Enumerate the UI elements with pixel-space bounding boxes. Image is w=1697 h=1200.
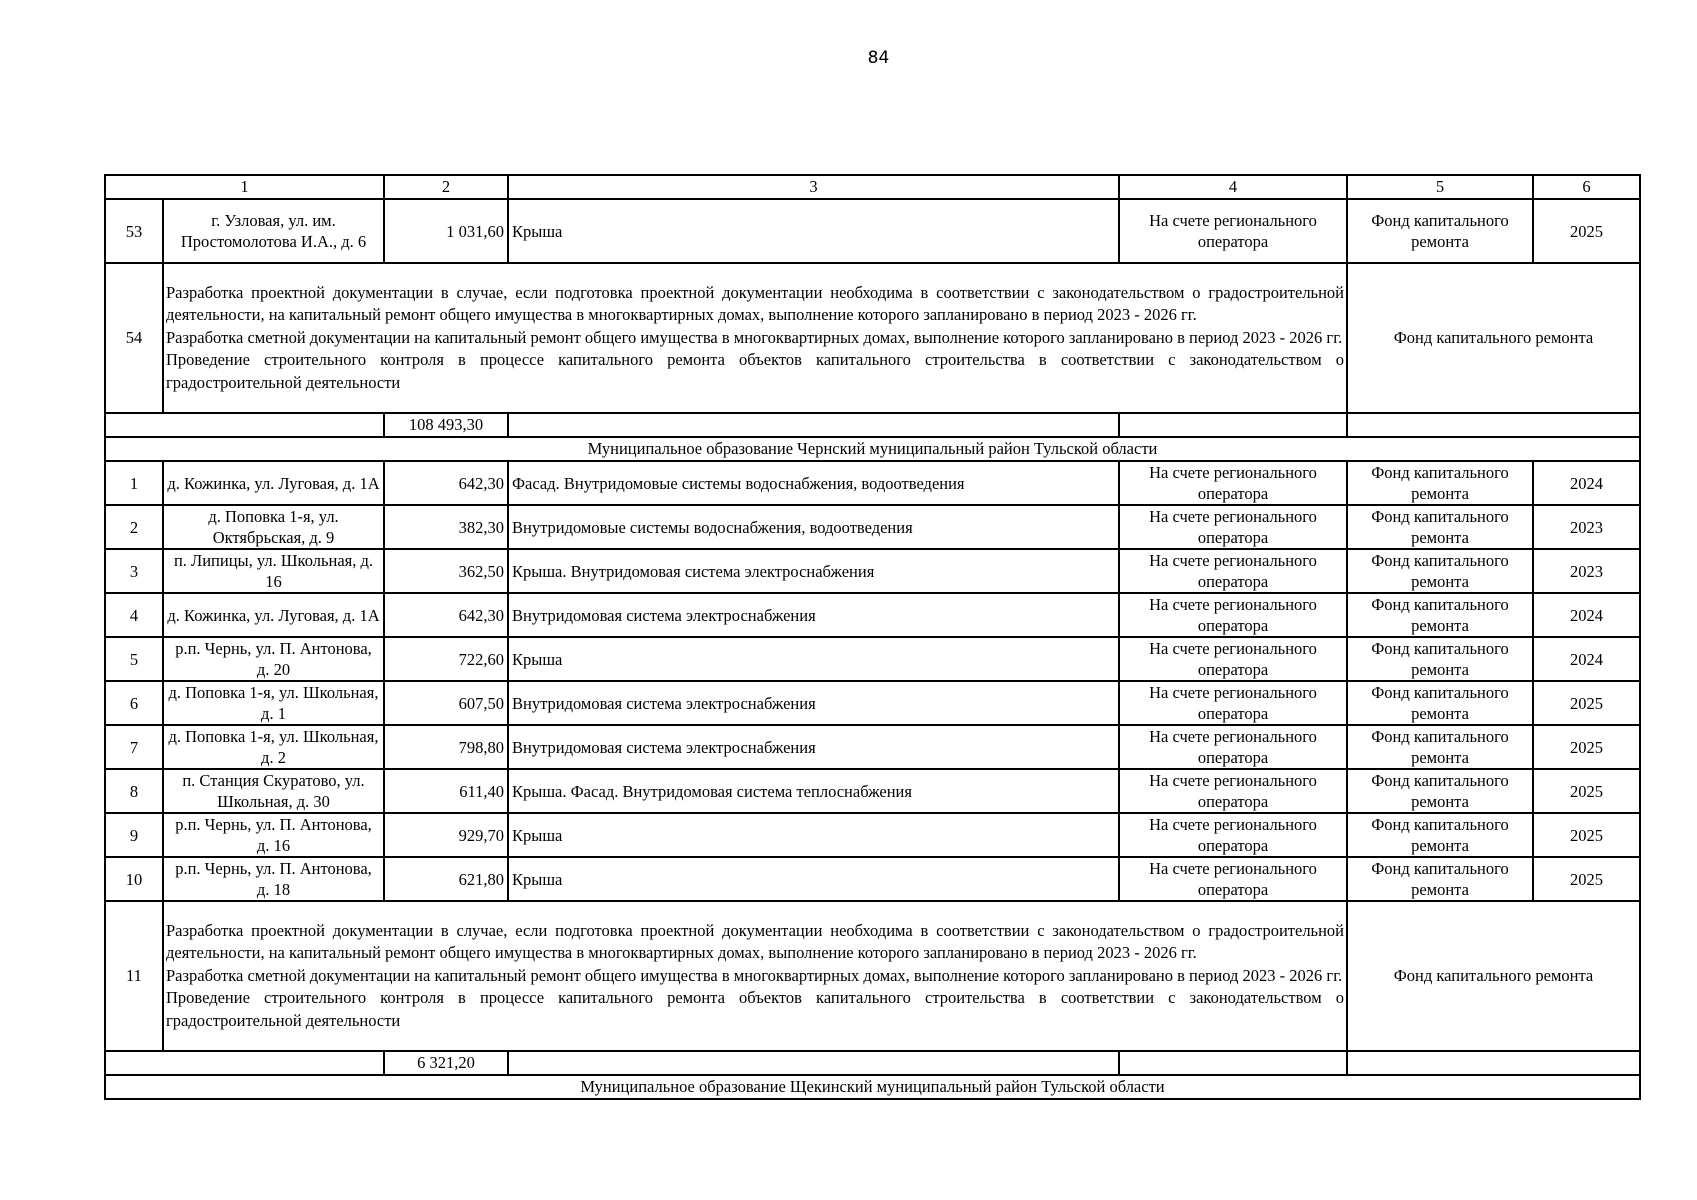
address-cell: д. Кожинка, ул. Луговая, д. 1А — [163, 461, 384, 505]
row-number: 4 — [105, 593, 163, 637]
row-number: 53 — [105, 199, 163, 263]
table-row — [105, 725, 1640, 769]
documentation-text-1: Разработка проектной документации в случае, если подготовка проектной документации необходима в соответствии с законодательством о градостроительной деятельности, на капитальный ремонт общего имущества в многоквартирных домах, выполнение которого запланировано в период 2023 - 2026 гг. — [166, 920, 1344, 963]
works-cell: Внутридомовые системы водоснабжения, водоотведения — [508, 505, 1119, 549]
documentation-text-2: Разработка сметной документации на капитальный ремонт общего имущества в многоквартирных домах, выполнение которого запланировано в период 2023 - 2026 гг. — [166, 327, 1343, 347]
header-col-2: 2 — [384, 175, 508, 199]
works-cell: Фасад. Внутридомовые системы водоснабжения, водоотведения — [508, 461, 1119, 505]
row-number: 1 — [105, 461, 163, 505]
works-cell: Крыша — [508, 199, 1119, 263]
area-cell: 929,70 — [384, 813, 508, 857]
table-row — [105, 681, 1640, 725]
works-cell: Крыша. Внутридомовая система электроснабжения — [508, 549, 1119, 593]
total-row — [105, 1051, 1640, 1075]
address-cell: г. Узловая, ул. им. Простомолотова И.А., д. 6 — [163, 199, 384, 263]
year-cell: 2024 — [1533, 461, 1640, 505]
table-row — [105, 813, 1640, 857]
total-value: 108 493,30 — [384, 413, 508, 437]
address-cell: п. Станция Скуратово, ул. Школьная, д. 30 — [163, 769, 384, 813]
address-cell: д. Кожинка, ул. Луговая, д. 1А — [163, 593, 384, 637]
table-row — [105, 549, 1640, 593]
area-cell: 798,80 — [384, 725, 508, 769]
table-row — [105, 769, 1640, 813]
row-number: 7 — [105, 725, 163, 769]
area-cell: 621,80 — [384, 857, 508, 901]
total-value: 6 321,20 — [384, 1051, 508, 1075]
address-cell: р.п. Чернь, ул. П. Антонова, д. 18 — [163, 857, 384, 901]
account-cell: На счете регионального оператора — [1119, 461, 1347, 505]
row-number: 3 — [105, 549, 163, 593]
area-cell: 642,30 — [384, 593, 508, 637]
empty-cell — [1347, 1051, 1640, 1075]
year-cell: 2025 — [1533, 199, 1640, 263]
source-cell: Фонд капитального ремонта — [1347, 901, 1640, 1051]
account-cell: На счете регионального оператора — [1119, 549, 1347, 593]
account-cell: На счете регионального оператора — [1119, 199, 1347, 263]
address-cell: п. Липицы, ул. Школьная, д. 16 — [163, 549, 384, 593]
address-cell: д. Поповка 1-я, ул. Школьная, д. 1 — [163, 681, 384, 725]
municipality-rows — [105, 461, 1640, 901]
year-cell: 2025 — [1533, 725, 1640, 769]
municipality-row — [105, 1075, 1640, 1099]
documentation-text-3: Проведение строительного контроля в процессе капитального ремонта объектов капитального строительства в соответствии с законодательством о градостроительной деятельности — [166, 350, 1344, 392]
account-cell: На счете регионального оператора — [1119, 681, 1347, 725]
year-cell: 2023 — [1533, 505, 1640, 549]
header-row — [105, 175, 1640, 199]
works-cell: Внутридомовая система электроснабжения — [508, 681, 1119, 725]
capital-repair-table — [104, 174, 1641, 1100]
table-row-documentation — [105, 901, 1640, 1051]
empty-cell — [1119, 1051, 1347, 1075]
source-cell: Фонд капитального ремонта — [1347, 263, 1640, 413]
year-cell: 2025 — [1533, 681, 1640, 725]
table-row — [105, 637, 1640, 681]
header-col-5: 5 — [1347, 175, 1533, 199]
address-cell: д. Поповка 1-я, ул. Школьная, д. 2 — [163, 725, 384, 769]
documentation-text-1: Разработка проектной документации в случае, если подготовка проектной документации необходима в соответствии с законодательством о градостроительной деятельности, на капитальный ремонт общего имущества в многоквартирных домах, выполнение которого запланировано в период 2023 - 2026 гг. — [166, 282, 1344, 325]
row-number: 54 — [105, 263, 163, 413]
documentation-text — [163, 263, 1347, 413]
area-cell: 382,30 — [384, 505, 508, 549]
source-cell: Фонд капитального ремонта — [1347, 637, 1533, 681]
year-cell: 2024 — [1533, 637, 1640, 681]
row-number: 10 — [105, 857, 163, 901]
source-cell: Фонд капитального ремонта — [1347, 549, 1533, 593]
address-cell: р.п. Чернь, ул. П. Антонова, д. 20 — [163, 637, 384, 681]
table-row — [105, 505, 1640, 549]
works-cell: Крыша. Фасад. Внутридомовая система теплоснабжения — [508, 769, 1119, 813]
account-cell: На счете регионального оператора — [1119, 857, 1347, 901]
header-col-4: 4 — [1119, 175, 1347, 199]
year-cell: 2023 — [1533, 549, 1640, 593]
address-cell: д. Поповка 1-я, ул. Октябрьская, д. 9 — [163, 505, 384, 549]
header-col-3: 3 — [508, 175, 1119, 199]
documentation-text — [163, 901, 1347, 1051]
municipality-title: Муниципальное образование Щекинский муниципальный район Тульской области — [105, 1075, 1640, 1099]
source-cell: Фонд капитального ремонта — [1347, 681, 1533, 725]
empty-cell — [1347, 413, 1640, 437]
year-cell: 2025 — [1533, 857, 1640, 901]
documentation-text-2: Разработка сметной документации на капитальный ремонт общего имущества в многоквартирных домах, выполнение которого запланировано в период 2023 - 2026 гг. — [166, 965, 1343, 985]
table-row — [105, 199, 1640, 263]
row-number: 9 — [105, 813, 163, 857]
area-cell: 611,40 — [384, 769, 508, 813]
empty-cell — [508, 413, 1119, 437]
total-label-cell — [105, 413, 384, 437]
total-row — [105, 413, 1640, 437]
account-cell: На счете регионального оператора — [1119, 505, 1347, 549]
empty-cell — [508, 1051, 1119, 1075]
works-cell: Внутридомовая система электроснабжения — [508, 593, 1119, 637]
year-cell: 2024 — [1533, 593, 1640, 637]
table-row — [105, 857, 1640, 901]
empty-cell — [1119, 413, 1347, 437]
source-cell: Фонд капитального ремонта — [1347, 857, 1533, 901]
municipality-row — [105, 437, 1640, 461]
account-cell: На счете регионального оператора — [1119, 593, 1347, 637]
municipality-title: Муниципальное образование Чернский муниципальный район Тульской области — [105, 437, 1640, 461]
area-cell: 1 031,60 — [384, 199, 508, 263]
source-cell: Фонд капитального ремонта — [1347, 199, 1533, 263]
account-cell: На счете регионального оператора — [1119, 725, 1347, 769]
total-label-cell — [105, 1051, 384, 1075]
source-cell: Фонд капитального ремонта — [1347, 505, 1533, 549]
works-cell: Крыша — [508, 637, 1119, 681]
account-cell: На счете регионального оператора — [1119, 637, 1347, 681]
row-number: 11 — [105, 901, 163, 1051]
year-cell: 2025 — [1533, 813, 1640, 857]
source-cell: Фонд капитального ремонта — [1347, 769, 1533, 813]
documentation-text-3: Проведение строительного контроля в процессе капитального ремонта объектов капитального строительства в соответствии с законодательством о градостроительной деятельности — [166, 988, 1344, 1030]
year-cell: 2025 — [1533, 769, 1640, 813]
row-number: 8 — [105, 769, 163, 813]
account-cell: На счете регионального оператора — [1119, 769, 1347, 813]
area-cell: 607,50 — [384, 681, 508, 725]
header-col-1: 1 — [105, 175, 384, 199]
source-cell: Фонд капитального ремонта — [1347, 813, 1533, 857]
table-row-documentation — [105, 263, 1640, 413]
page-number: 84 — [867, 48, 890, 68]
works-cell: Внутридомовая система электроснабжения — [508, 725, 1119, 769]
header-col-6: 6 — [1533, 175, 1640, 199]
area-cell: 642,30 — [384, 461, 508, 505]
area-cell: 362,50 — [384, 549, 508, 593]
table-row — [105, 461, 1640, 505]
source-cell: Фонд капитального ремонта — [1347, 461, 1533, 505]
account-cell: На счете регионального оператора — [1119, 813, 1347, 857]
source-cell: Фонд капитального ремонта — [1347, 725, 1533, 769]
address-cell: р.п. Чернь, ул. П. Антонова, д. 16 — [163, 813, 384, 857]
source-cell: Фонд капитального ремонта — [1347, 593, 1533, 637]
row-number: 5 — [105, 637, 163, 681]
row-number: 2 — [105, 505, 163, 549]
works-cell: Крыша — [508, 813, 1119, 857]
area-cell: 722,60 — [384, 637, 508, 681]
row-number: 6 — [105, 681, 163, 725]
table-row — [105, 593, 1640, 637]
works-cell: Крыша — [508, 857, 1119, 901]
